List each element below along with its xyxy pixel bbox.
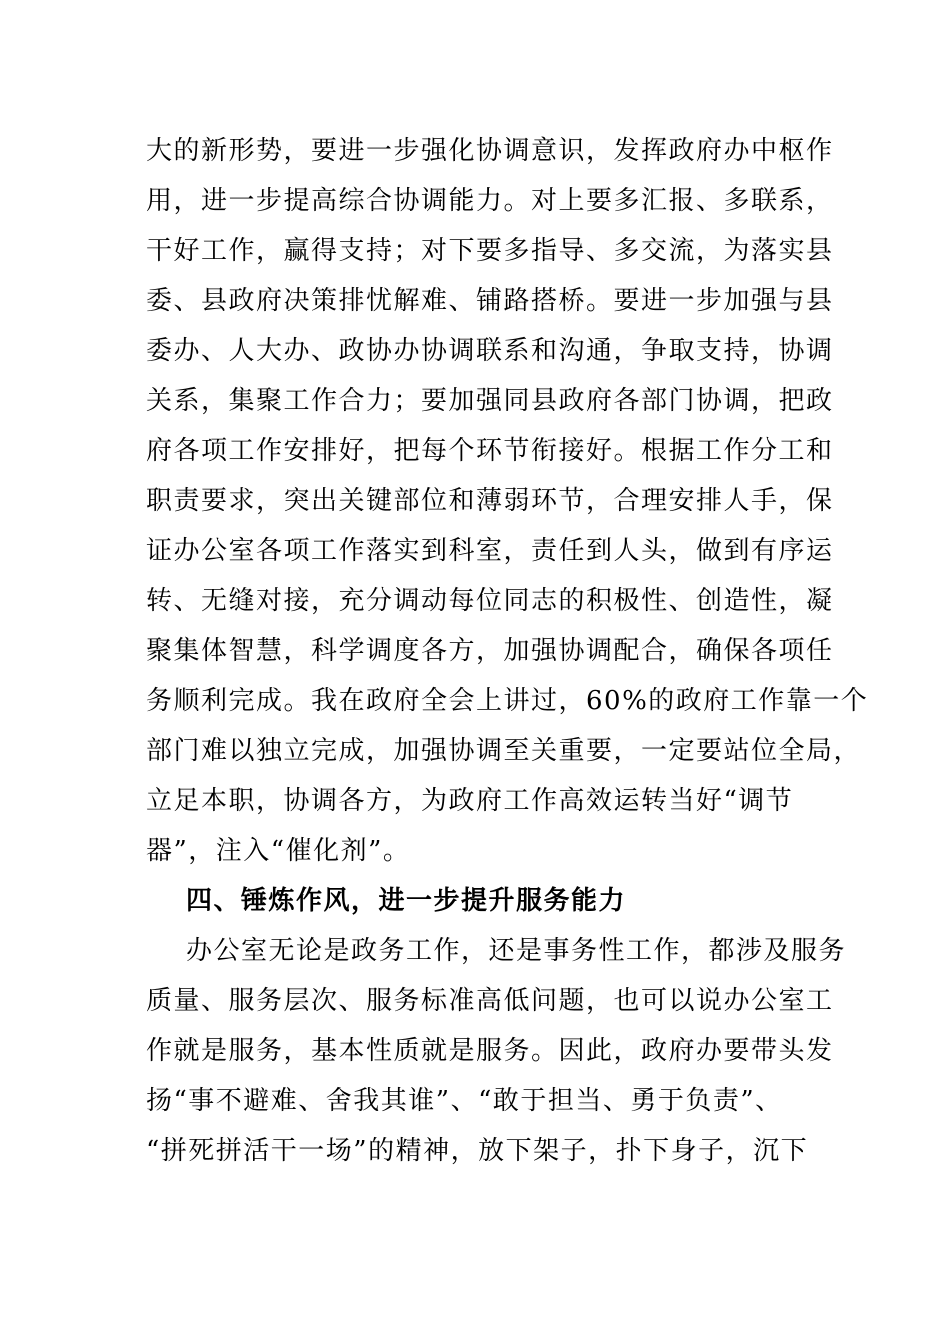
text-line: 干好工作，赢得支持；对下要多指导、多交流，为落实县 bbox=[146, 236, 834, 266]
text-line: 职责要求，突出关键部位和薄弱环节，合理安排人手，保 bbox=[146, 486, 834, 516]
text-line: 大的新形势，要进一步强化协调意识，发挥政府办中枢作 bbox=[146, 136, 834, 166]
text-line: 委、县政府决策排忧解难、铺路搭桥。要进一步加强与县 bbox=[146, 286, 834, 316]
text-line: 务顺利完成。我在政府全会上讲过，60%的政府工作靠一个 bbox=[146, 686, 869, 716]
text-line: 作就是服务，基本性质就是服务。因此，政府办要带头发 bbox=[146, 1036, 834, 1066]
text-line: 聚集体智慧，科学调度各方，加强协调配合，确保各项任 bbox=[146, 636, 834, 666]
text-line: 立足本职，协调各方，为政府工作高效运转当好“调节 bbox=[146, 786, 794, 816]
text-line: 证办公室各项工作落实到科室，责任到人头，做到有序运 bbox=[146, 536, 834, 566]
document-body bbox=[146, 126, 869, 1176]
text-line: “拼死拼活干一场”的精神，放下架子，扑下身子，沉下 bbox=[146, 1136, 809, 1166]
text-line: 转、无缝对接，充分调动每位同志的积极性、创造性，凝 bbox=[146, 586, 834, 616]
text-line: 部门难以独立完成，加强协调至关重要，一定要站位全局， bbox=[146, 736, 862, 766]
text-line: 质量、服务层次、服务标准高低问题，也可以说办公室工 bbox=[146, 986, 834, 1016]
text-line: 委办、人大办、政协办协调联系和沟通，争取支持，协调 bbox=[146, 336, 834, 366]
text-line: 关系，集聚工作合力；要加强同县政府各部门协调，把政 bbox=[146, 386, 834, 416]
paragraph-first-line: 办公室无论是政务工作，还是事务性工作，都涉及服务 bbox=[186, 936, 847, 966]
text-line: 用，进一步提高综合协调能力。对上要多汇报、多联系， bbox=[146, 186, 834, 216]
text-line: 扬“事不避难、舍我其谁”、“敢于担当、勇于负责”、 bbox=[146, 1086, 783, 1116]
section-heading: 四、锤炼作风，进一步提升服务能力 bbox=[186, 886, 627, 916]
text-line: 府各项工作安排好，把每个环节衔接好。根据工作分工和 bbox=[146, 436, 834, 466]
text-line: 器”，注入“催化剂”。 bbox=[146, 836, 411, 866]
